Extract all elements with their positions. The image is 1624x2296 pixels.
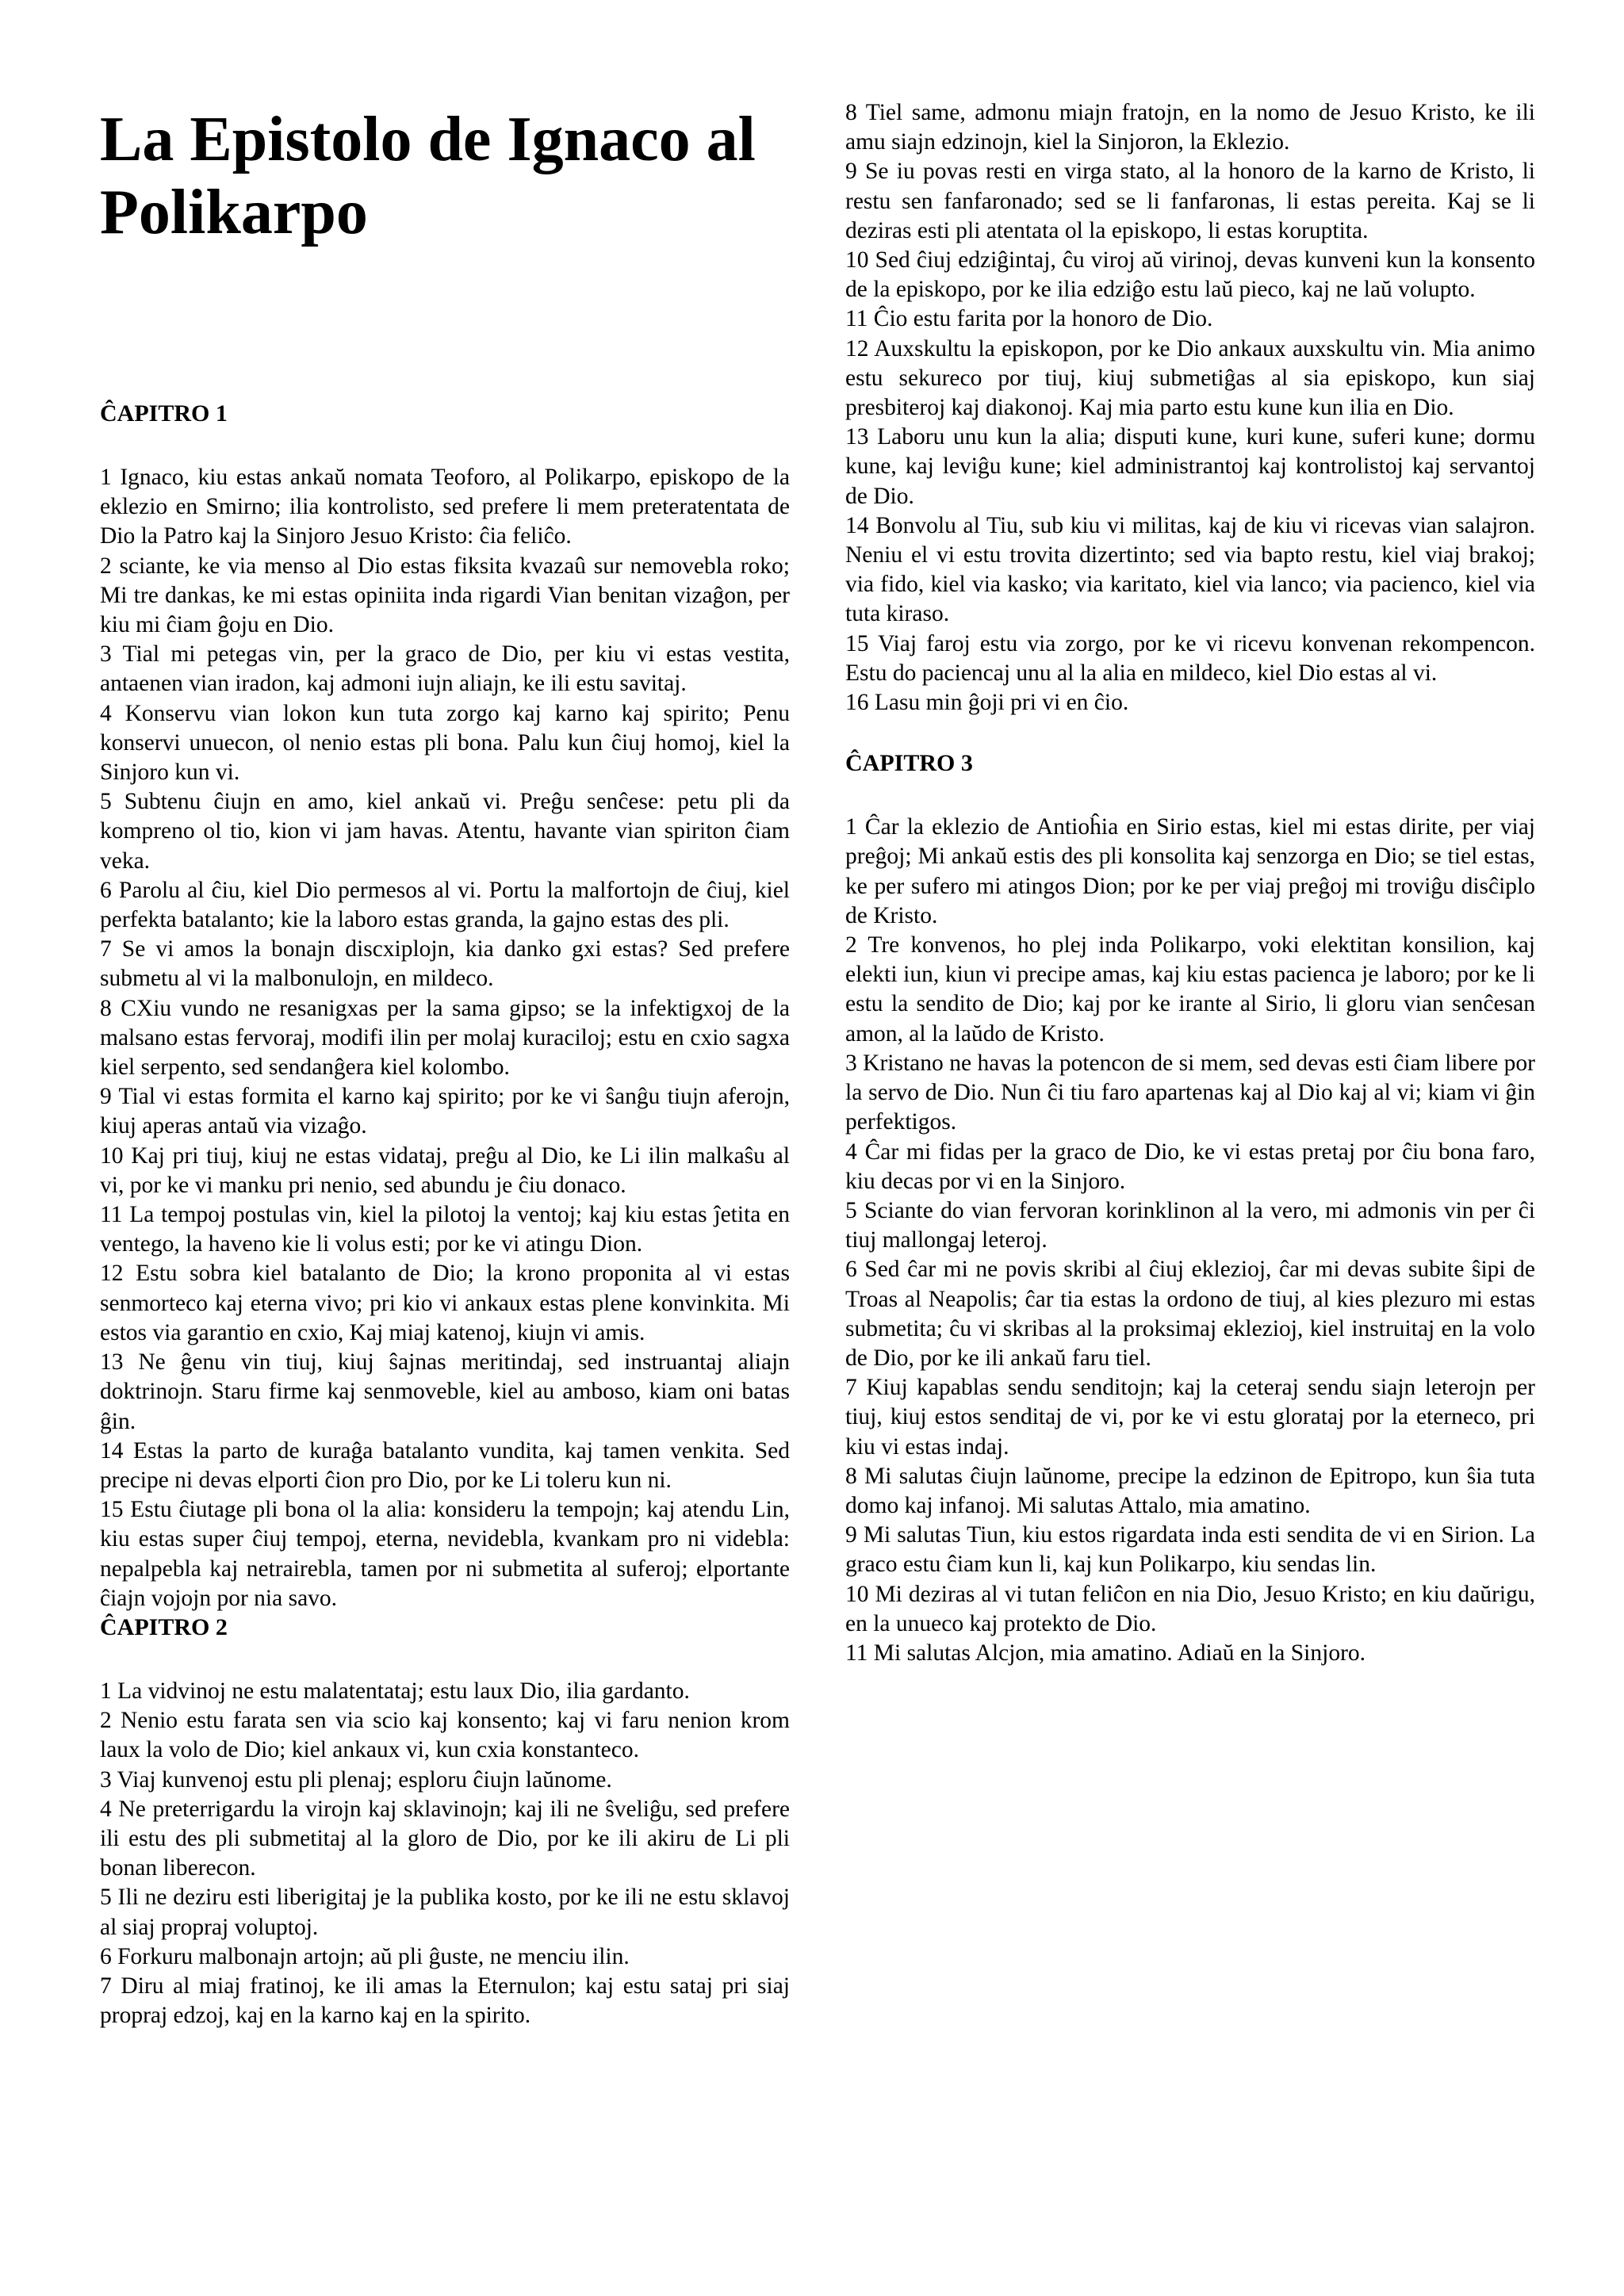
chapter-heading: ĈAPITRO 2 — [100, 1613, 228, 1640]
verse: 5 Sciante do vian fervoran korinklinon al la vero, mi admonis vin per ĉi tiuj mallongaj leteroj. — [845, 1197, 1535, 1253]
verse: 8 Tiel same, admonu miajn fratojn, en la nomo de Jesuo Kristo, ke ili amu siajn edzinojn, kiel la Sinjoron, la Eklezio. — [845, 100, 1535, 155]
verse: 6 Parolu al ĉiu, kiel Dio permesos al vi. Portu la malfortojn de ĉiuj, kiel perfekta batalanto; kie la laboro estas granda, la gajno estas des pli. — [100, 877, 790, 933]
verse: 1 Ĉar la eklezio de Antioĥia en Sirio estas, kiel mi estas dirite, per viaj preĝoj; Mi ankaŭ estis des pli konsolita kaj senzorga en Dio; se tiel estas, ke per sufero mi atingos Dion; por ke per viaj preĝoj mi troviĝu disĉiplo de Kristo. — [845, 814, 1535, 928]
verse: 15 Viaj faroj estu via zorgo, por ke vi ricevu konvenan rekompencon. Estu do paciencaj unu al la alia en mildeco, kiel Dio estas al vi. — [845, 630, 1535, 686]
document-title: La Epistolo de Ignaco al Polikarpo — [100, 105, 756, 247]
verse: 15 Estu ĉiutage pli bona ol la alia: konsideru la tempojn; kaj atendu Lin, kiu estas super ĉiuj tempoj, eterna, nevidebla, kvankam pro ni videbla: nepalpebla kaj netrairebla, tamen por ni submetita al suferoj; elportante ĉiajn vojojn por nia savo. — [100, 1497, 790, 1611]
verse: 14 Bonvolu al Tiu, sub kiu vi militas, kaj de kiu vi ricevas vian salajron. Neniu el vi estu trovita dizertinto; sed via bapto restu, kiel viaj brakoj; via fido, kiel via kasko; via karitato, kiel via lanco; via pacienco, kiel via tuta kiraso. — [845, 512, 1535, 627]
verse: 3 Kristano ne havas la potencon de si mem, sed devas esti ĉiam libere por la servo de Dio. Nun ĉi tiu faro apartenas kaj al Dio kaj al vi; kiam vi ĝin perfektigos. — [845, 1050, 1535, 1135]
verse: 2 Tre konvenos, ho plej inda Polikarpo, voki elektitan konsilion, kaj elekti iun, kiun vi precipe amas, kaj kiu estas pacienca je laboro; por ke li estu la sendito de Dio; kaj por ke irante al Sirio, li gloru vian senĉesan amon, al la laŭdo de Kristo. — [845, 932, 1535, 1047]
chapter-2-body-part-2 — [845, 98, 1535, 718]
verse: 6 Forkuru malbonajn artojn; aŭ pli ĝuste, ne menciu ilin. — [100, 1943, 630, 1969]
verse: 10 Kaj pri tiuj, kiuj ne estas vidataj, preĝu al Dio, ke Li ilin malkaŝu al vi, por ke vi manku pri nenio, sed abundu je ĉiu donaco. — [100, 1142, 790, 1198]
verse: 2 Nenio estu farata sen via scio kaj konsento; kaj vi faru nenion krom laux la volo de Dio; kiel ankaux vi, kun cxia konstanteco. — [100, 1708, 790, 1763]
verse: 5 Subtenu ĉiujn en amo, kiel ankaŭ vi. Preĝu senĉese: petu pli da kompreno ol tio, kion vi jam havas. Atentu, havante vian spiriton ĉiam veka. — [100, 789, 790, 874]
verse: 4 Konservu vian lokon kun tuta zorgo kaj karno kaj spirito; Penu konservi unuecon, ol nenio estas pli bona. Palu kun ĉiuj homoj, kiel la Sinjoro kun vi. — [100, 700, 790, 786]
right-column — [845, 98, 1535, 1668]
chapter-2-body-part-1 — [100, 1677, 790, 2030]
verse: 12 Estu sobra kiel batalanto de Dio; la krono proponita al vi estas senmorteco kaj eterna vivo; pri kio vi ankaux estas plene konvinkita. Mi estos via garantio en cxio, Kaj miaj katenoj, kiujn vi amis. — [100, 1261, 790, 1345]
verse: 9 Tial vi estas formita el karno kaj spirito; por ke vi ŝanĝu tiujn aferojn, kiuj aperas antaŭ via vizaĝo. — [100, 1084, 790, 1139]
verse: 7 Diru al miaj fratinoj, ke ili amas la Eternulon; kaj estu sataj pri siaj propraj edzoj, kaj en la karno kaj en la spirito. — [100, 1973, 790, 2029]
verse: 10 Mi deziras al vi tutan feliĉon en nia Dio, Jesuo Kristo; en kiu daŭrigu, en la unueco kaj protekto de Dio. — [845, 1581, 1535, 1636]
verse: 16 Lasu min ĝoji pri vi en ĉio. — [845, 690, 1129, 716]
verse: 8 CXiu vundo ne resanigxas per la sama gipso; se la infektigxoj de la malsano estas fervoraj, modifi ilin per molaj kuraciloj; estu en cxio sagxa kiel serpento, sed sendanĝera kiel kolombo. — [100, 995, 790, 1081]
verse: 4 Ne preterrigardu la virojn kaj sklavinojn; kaj ili ne ŝveliĝu, sed prefere ili estu des pli submetitaj al la gloro de Dio, por ke ili akiru de Li pli bonan liberecon. — [100, 1796, 790, 1881]
verse: 7 Kiuj kapablas sendu senditojn; kaj la ceteraj sendu siajn leterojn per tiuj, kiuj estos senditaj de vi, por ke vi estu glorataj por la eterneco, pri kiu vi estas indaj. — [845, 1375, 1535, 1460]
chapter-1-body — [100, 463, 790, 1613]
verse: 4 Ĉar mi fidas per la graco de Dio, ke vi estas pretaj por ĉiu bona faro, kiu decas por vi en la Sinjoro. — [845, 1138, 1535, 1194]
verse: 5 Ili ne deziru esti liberigitaj je la publika kosto, por ke ili ne estu sklavoj al siaj propraj voluptoj. — [100, 1885, 790, 1940]
verse: 12 Auxskultu la episkopon, por ke Dio ankaux auxskultu vin. Mia animo estu sekureco por tiuj, kiuj submetiĝas al sia episkopo, kun siaj presbiteroj kaj diakonoj. Kaj mia parto estu kune kun ilia en Dio. — [845, 335, 1535, 421]
chapter-heading: ĈAPITRO 1 — [100, 400, 228, 427]
verse: 13 Ne ĝenu vin tiuj, kiuj ŝajnas meritindaj, sed instruantaj aliajn doktrinojn. Staru firme kaj senmoveble, kiel au amboso, kiam oni batas ĝin. — [100, 1349, 790, 1434]
left-column — [100, 103, 790, 2030]
verse: 11 La tempoj postulas vin, kiel la pilotoj la ventoj; kaj kiu estas ĵetita en ventego, la haveno kie li volus esti; por ke vi atingu Dion. — [100, 1202, 790, 1257]
verse: 3 Tial mi petegas vin, per la graco de Dio, per kiu vi estas vestita, antaenen vian iradon, kaj admoni iujn aliajn, ke ili estu savitaj. — [100, 641, 790, 697]
chapter-3-body — [845, 813, 1535, 1668]
verse: 1 La vidvinoj ne estu malatentataj; estu laux Dio, ilia gardanto. — [100, 1678, 690, 1704]
verse: 3 Viaj kunvenoj estu pli plenaj; esploru ĉiujn laŭnome. — [100, 1766, 612, 1793]
verse: 13 Laboru unu kun la alia; disputi kune, kuri kune, suferi kune; dormu kune, kaj leviĝu kune; kiel administrantoj kaj kontrolistoj kaj servantoj de Dio. — [845, 424, 1535, 509]
verse: 2 sciante, ke via menso al Dio estas fiksita kvazaû sur nemovebla roko; Mi tre dankas, ke mi estas opiniita inda rigardi Vian benitan vizaĝon, per kiu mi ĉiam ĝoju en Dio. — [100, 553, 790, 638]
verse: 14 Estas la parto de kuraĝa batalanto vundita, kaj tamen venkita. Sed precipe ni devas elporti ĉion pro Dio, por ke Li toleru kun ni. — [100, 1437, 790, 1493]
verse: 7 Se vi amos la bonajn discxiplojn, kia danko gxi estas? Sed prefere submetu al vi la malbonulojn, en mildeco. — [100, 936, 790, 992]
verse: 9 Se iu povas resti en virga stato, al la honoro de la karno de Kristo, li restu sen fanfaronado; sed se li fanfaronas, li estas pereita. Kaj se li deziras esti pli atentata ol la episkopo, li estas koruptita. — [845, 159, 1535, 243]
verse: 8 Mi salutas ĉiujn laŭnome, precipe la edzinon de Epitropo, kun ŝia tuta domo kaj infanoj. Mi salutas Attalo, mia amatino. — [845, 1463, 1535, 1518]
verse: 6 Sed ĉar mi ne povis skribi al ĉiuj eklezioj, ĉar mi devas subite ŝipi de Troas al Neapolis; ĉar tia estas la ordono de tiuj, al kies plezuro mi estas submetita; ĉu vi skribas al la proksimaj eklezioj, kiel instruitaj en la volo de Dio, por ke ili ankaŭ faru tiel. — [845, 1257, 1535, 1371]
verse: 11 Mi salutas Alcjon, mia amatino. Adiaŭ en la Sinjoro. — [845, 1640, 1366, 1666]
verse: 10 Sed ĉiuj edziĝintaj, ĉu viroj aŭ virinoj, devas kunveni kun la konsento de la episkopo, por ke ilia edziĝo estu laŭ pieco, kaj ne laŭ volupto. — [845, 247, 1535, 303]
chapter-heading: ĈAPITRO 3 — [845, 750, 973, 777]
verse: 1 Ignaco, kiu estas ankaŭ nomata Teoforo, al Polikarpo, episkopo de la eklezio en Smirno; ilia kontrolisto, sed prefere li mem preteratentata de Dio la Patro kaj la Sinjoro Jesuo Kristo: ĉia feliĉo. — [100, 465, 790, 549]
verse: 11 Ĉio estu farita por la honoro de Dio. — [845, 306, 1213, 332]
verse: 9 Mi salutas Tiun, kiu estos rigardata inda esti sendita de vi en Sirion. La graco estu ĉiam kun li, kaj kun Polikarpo, kiu sendas lin. — [845, 1522, 1535, 1578]
